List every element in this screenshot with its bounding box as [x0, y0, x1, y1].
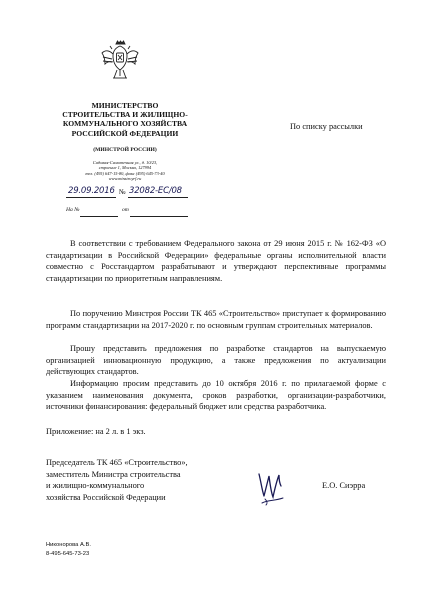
signer-line: и жилищно-коммунального	[46, 481, 145, 490]
registration-line	[66, 188, 188, 198]
number-sign: №	[119, 188, 126, 196]
signer-line: хозяйства Российской Федерации	[46, 492, 166, 502]
address-line: строение 1, Москва, 127994	[98, 165, 152, 171]
paragraph-text: Прошу представить предложения по разработке стандартов на выпускаемую организацией инновационную продукцию, а также предложения по актуализации действующих стандартов.	[46, 344, 386, 376]
body-paragraph	[46, 343, 386, 378]
recipient: По списку рассылки	[290, 122, 363, 131]
ministry-line: МИНИСТЕРСТВО	[91, 101, 159, 110]
paragraph-text: По поручению Минстроя России ТК 465 «Строительство» приступает к формированию программ стандартизации на 2017-2020 г. по основным группам строительных материалов.	[46, 309, 386, 330]
ministry-name	[40, 101, 210, 138]
reference-from-label: от	[122, 207, 129, 213]
reference-from-underline	[130, 216, 188, 217]
ministry-short-name: (МИНСТРОЙ РОССИИ)	[93, 147, 157, 153]
coat-of-arms-icon	[101, 40, 139, 86]
paragraph-text: Информацию просим представить до 10 октября 2016 г. по прилагаемой форме с указанием наименования документа, сроков разработки, организации-разработчики, источники финансирования: федеральный бюджет или средства разработчика.	[46, 379, 386, 411]
body-paragraph	[46, 238, 386, 284]
body-paragraph	[46, 378, 386, 413]
reference-line	[66, 207, 188, 217]
executor-name: Никонорова А.В.	[46, 542, 91, 548]
ministry-line: КОММУНАЛЬНОГО ХОЗЯЙСТВА	[62, 119, 188, 129]
ministry-line: СТРОИТЕЛЬСТВА И ЖИЛИЩНО-	[62, 110, 188, 120]
signer-line: Председатель ТК 465 «Строительство»,	[46, 458, 188, 467]
executor-phone: 8-495-645-73-23	[46, 551, 90, 557]
ministry-address	[40, 160, 210, 182]
address-line: тел. (495) 647-15-80, факс (495) 645-73-40	[85, 170, 165, 176]
reference-no-underline	[80, 216, 118, 217]
ministry-line: РОССИЙСКОЙ ФЕДЕРАЦИИ	[71, 128, 179, 138]
registration-date: 29.09.2016	[68, 186, 115, 196]
signer-name: Е.О. Сиэрра	[322, 481, 366, 490]
number-underline	[128, 197, 188, 198]
handwritten-signature	[256, 470, 286, 506]
address-line: Садовая-Самотечная ул., д. 10/23,	[92, 160, 158, 165]
signer-line: заместитель Министра строительства	[46, 469, 181, 479]
registration-number: 32082-ЕС/08	[129, 186, 182, 196]
paragraph-text: В соответствии с требованием Федерального закона от 29 июня 2015 г. № 162-ФЗ «О стандартизации в Российской Федерации» федеральные органы исполнительной власти совместно с Росстандартом разрабатывают и утверждают перспективные программы стандартизации по приоритетным направлениям.	[46, 239, 386, 283]
body-paragraph	[46, 308, 386, 331]
signer-title	[46, 457, 188, 503]
attachment-note: Приложение: на 2 л. в 1 экз.	[46, 427, 146, 436]
reference-no-label: На №	[66, 207, 80, 213]
executor-info	[46, 541, 91, 559]
date-underline	[66, 197, 116, 198]
address-line: www.minstroyrf.ru	[108, 176, 142, 182]
